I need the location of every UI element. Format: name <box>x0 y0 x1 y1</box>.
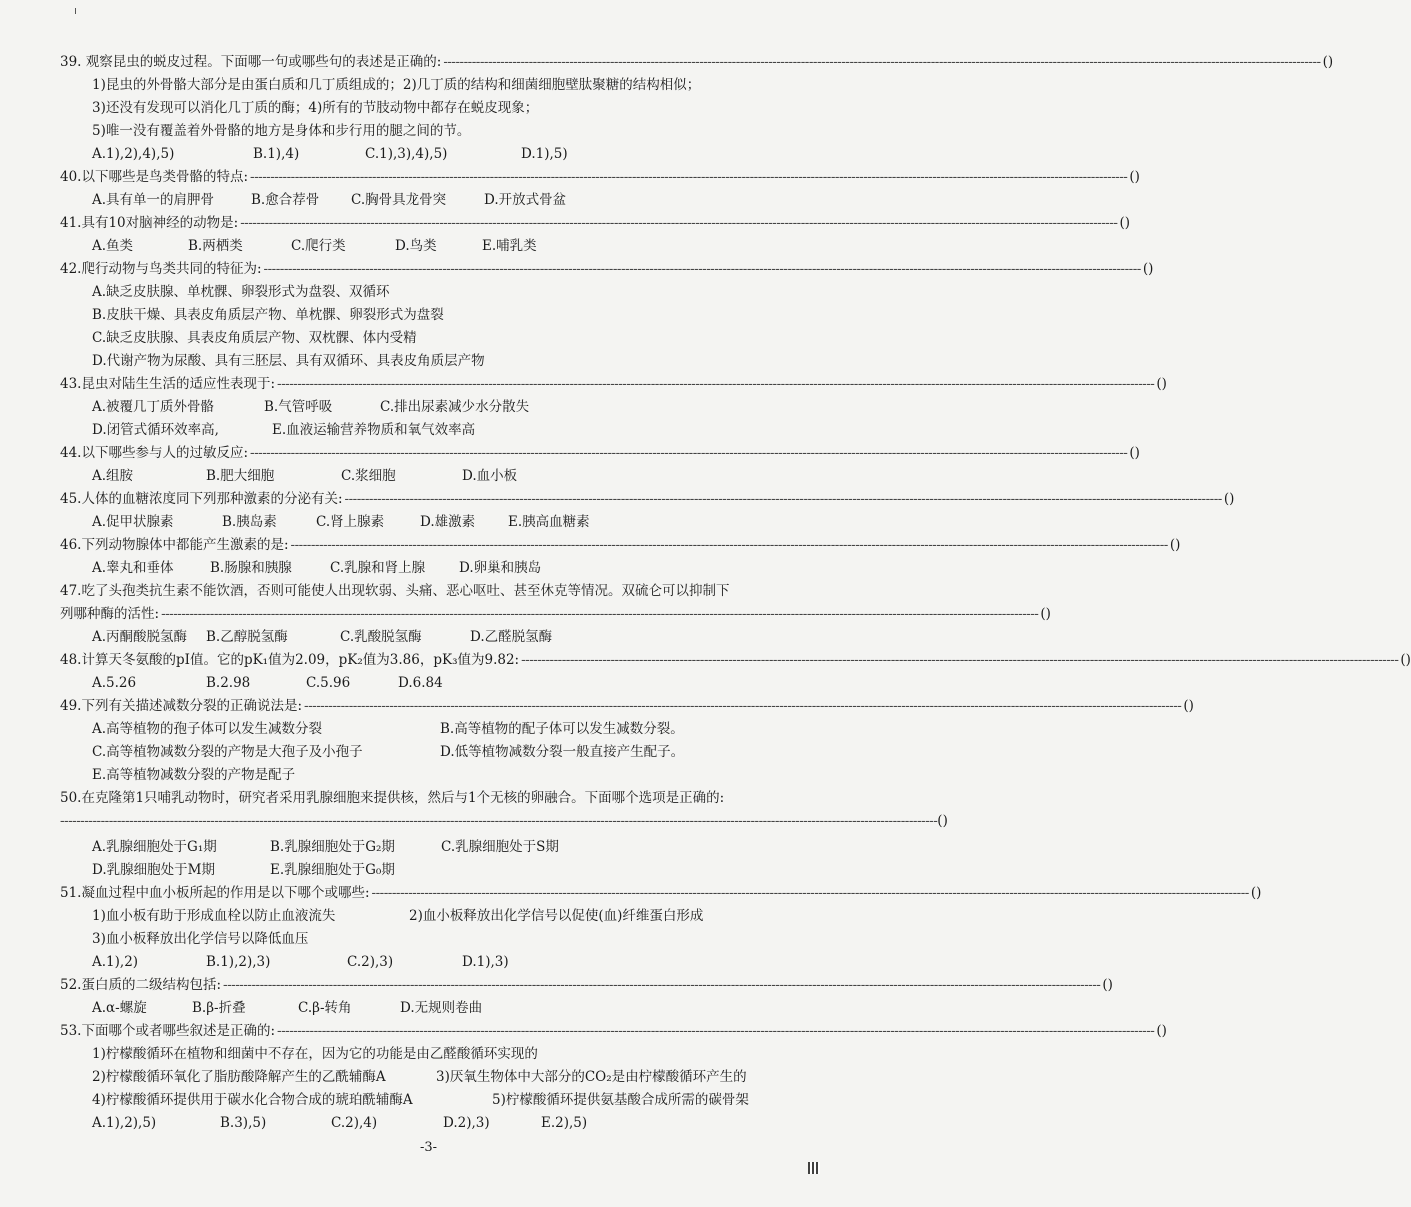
question-43-options-row-2 <box>0 419 860 441</box>
option-c[interactable]: C.高等植物减数分裂的产物是大孢子及小孢子 <box>92 744 363 760</box>
option-d[interactable]: D.血小板 <box>462 468 518 484</box>
answer-blank[interactable]: () <box>1322 54 1334 70</box>
option-a[interactable]: A.1),2) <box>92 954 139 970</box>
answer-blank[interactable]: () <box>1156 1023 1167 1039</box>
option-c[interactable]: C.胸骨具龙骨突 <box>351 192 447 208</box>
option-d[interactable]: D.乙醛脱氢酶 <box>470 629 553 645</box>
qr-code-icon <box>808 1162 820 1174</box>
answer-blank[interactable]: () <box>1119 215 1131 231</box>
question-48-options <box>0 672 860 694</box>
question-39-options <box>0 143 860 165</box>
question-44-stem: 44.以下哪些参与人的过敏反应: ------------------------------------------------------------------------------------------------------------------------------------------------------------------------------------------------------------------------ () <box>60 442 782 464</box>
option-e[interactable]: E.胰高血糖素 <box>508 514 590 530</box>
option-b[interactable]: B.两栖类 <box>188 238 243 254</box>
question-52-stem: 52.蛋白质的二级结构包括: ------------------------------------------------------------------------------------------------------------------------------------------------------------------------------------------------------------------------ () <box>60 974 782 996</box>
statement-5: 5)柠檬酸循环提供氨基酸合成所需的碳骨架 <box>492 1092 749 1108</box>
page-number: -3- <box>420 1140 438 1155</box>
option-b[interactable]: B.2.98 <box>206 675 251 691</box>
statement-2: 2)血小板释放出化学信号以促使(血)纤维蛋白形成 <box>409 908 704 924</box>
question-45-options <box>0 511 860 533</box>
option-a[interactable]: A.促甲状腺素 <box>92 514 174 530</box>
option-b[interactable]: B.高等植物的配子体可以发生减数分裂。 <box>440 721 684 737</box>
option-b[interactable]: B.1),4) <box>253 146 300 162</box>
option-c[interactable]: C.缺乏皮肤腺、具表皮角质层产物、双枕髁、体内受精 <box>92 330 417 346</box>
option-d[interactable]: D.6.84 <box>398 675 443 691</box>
option-b[interactable]: B.3),5) <box>220 1115 267 1131</box>
option-b[interactable]: B.乳腺细胞处于G₂期 <box>270 839 395 855</box>
question-46-options <box>0 557 860 579</box>
question-44-options <box>0 465 860 487</box>
question-40-options <box>0 189 860 211</box>
question-53-stem: 53.下面哪个或者哪些叙述是正确的: ------------------------------------------------------------------------------------------------------------------------------------------------------------------------------------------------------------------------ () <box>60 1020 782 1042</box>
option-a[interactable]: A.乳腺细胞处于G₁期 <box>92 839 217 855</box>
answer-blank[interactable]: () <box>1223 491 1235 507</box>
answer-blank[interactable]: () <box>1156 376 1167 392</box>
statement-1: 1)柠檬酸循环在植物和细菌中不存在，因为它的功能是由乙醛酸循环实现的 <box>92 1046 538 1062</box>
question-51-stem: 51.凝血过程中血小板所起的作用是以下哪个或哪些: ------------------------------------------------------------------------------------------------------------------------------------------------------------------------------------------------------------------------ () <box>60 882 782 904</box>
question-50-answer-line: ------------------------------------------------------------------------------------------------------------------------------------------------------------------------------------------------------------------------ () <box>60 810 782 832</box>
option-d[interactable]: D.代谢产物为尿酸、具有三胚层、具有双循环、具表皮角质层产物 <box>92 353 485 369</box>
option-d[interactable]: D.雄激素 <box>420 514 476 530</box>
option-d[interactable]: D.鸟类 <box>395 238 437 254</box>
option-c[interactable]: C.1),3),4),5) <box>365 146 448 162</box>
question-49-stem: 49.下列有关描述减数分裂的正确说法是: ------------------------------------------------------------------------------------------------------------------------------------------------------------------------------------------------------------------------ () <box>60 695 782 717</box>
answer-blank[interactable]: () <box>1169 537 1181 553</box>
question-47-options <box>0 626 860 648</box>
option-b[interactable]: B.乙醇脱氢酶 <box>206 629 288 645</box>
answer-blank[interactable]: () <box>1400 652 1411 668</box>
question-50-options-row-2 <box>0 859 860 881</box>
question-53-statements-row-3 <box>0 1089 860 1111</box>
answer-blank[interactable]: () <box>1183 698 1194 714</box>
answer-blank[interactable]: () <box>1129 445 1140 461</box>
option-a[interactable]: A.丙酮酸脱氢酶 <box>92 629 188 645</box>
option-b[interactable]: B.肠腺和胰腺 <box>210 560 292 576</box>
option-c[interactable]: C.排出尿素减少水分散失 <box>380 399 530 415</box>
option-d[interactable]: D.闭管式循环效率高, <box>92 422 219 438</box>
question-42-stem: 42.爬行动物与鸟类共同的特征为: ------------------------------------------------------------------------------------------------------------------------------------------------------------------------------------------------------------------------ () <box>60 258 782 280</box>
question-39-statement-2: 3)还没有发现可以消化几丁质的酶；4)所有的节肢动物中都存在蜕皮现象； <box>92 100 539 116</box>
answer-blank[interactable]: () <box>937 813 948 829</box>
option-a[interactable]: A.被覆几丁质外骨骼 <box>92 399 215 415</box>
option-c[interactable]: C.浆细胞 <box>341 468 396 484</box>
answer-blank[interactable]: () <box>1129 169 1140 185</box>
option-e[interactable]: E.哺乳类 <box>482 238 537 254</box>
statement-4: 4)柠檬酸循环提供用于碳水化合物合成的琥珀酰辅酶A <box>92 1092 413 1108</box>
question-43-stem: 43.昆虫对陆生生活的适应性表现于: ------------------------------------------------------------------------------------------------------------------------------------------------------------------------------------------------------------------------ () <box>60 373 782 395</box>
option-c[interactable]: C.2),3) <box>347 954 394 970</box>
option-c[interactable]: C.5.96 <box>306 675 351 691</box>
option-d[interactable]: D.乳腺细胞处于M期 <box>92 862 215 878</box>
option-e[interactable]: E.2),5) <box>541 1115 588 1131</box>
question-51-statements-row-1 <box>0 905 860 927</box>
question-50-options-row-1 <box>0 836 860 858</box>
option-d[interactable]: D.低等植物减数分裂一般直接产生配子。 <box>440 744 685 760</box>
option-b[interactable]: B.气管呼吸 <box>264 399 333 415</box>
question-45-stem: 45.人体的血糖浓度同下列那种激素的分泌有关: ------------------------------------------------------------------------------------------------------------------------------------------------------------------------------------------------------------------------ () <box>60 488 782 510</box>
option-c[interactable]: C.乳腺细胞处于S期 <box>441 839 559 855</box>
answer-blank[interactable]: () <box>1102 977 1113 993</box>
option-a[interactable]: A.组胺 <box>92 468 134 484</box>
option-a[interactable]: A.1),2),4),5) <box>92 146 175 162</box>
option-d[interactable]: D.卵巢和胰岛 <box>459 560 542 576</box>
option-d[interactable]: D.1),3) <box>462 954 509 970</box>
question-48-stem: 48.计算天冬氨酸的pI值。它的pK₁值为2.09，pK₂值为3.86，pK₃值为9.82: ------------------------------------------------------------------------------------------------------------------------------------------------------------------------------------------------------------------------ () <box>60 649 782 671</box>
question-40-stem: 40.以下哪些是鸟类骨骼的特点: ------------------------------------------------------------------------------------------------------------------------------------------------------------------------------------------------------------------------ () <box>60 166 782 188</box>
option-d[interactable]: D.开放式骨盆 <box>484 192 567 208</box>
option-c[interactable]: C.乳腺和肾上腺 <box>330 560 426 576</box>
answer-blank[interactable]: () <box>1142 261 1154 277</box>
option-a[interactable]: A.1),2),5) <box>92 1115 157 1131</box>
option-b[interactable]: B.β-折叠 <box>192 1000 246 1016</box>
question-49-options-row-1 <box>0 718 860 740</box>
question-43-options-row-1 <box>0 396 860 418</box>
question-52-options <box>0 997 860 1019</box>
option-b[interactable]: B.愈合荐骨 <box>251 192 320 208</box>
option-c[interactable]: C.乳酸脱氢酶 <box>340 629 422 645</box>
option-a[interactable]: A.鱼类 <box>92 238 134 254</box>
statement-1: 1)血小板有助于形成血栓以防止血液流失 <box>92 908 336 924</box>
statement-2: 2)柠檬酸循环氧化了脂肪酸降解产生的乙酰辅酶A <box>92 1069 386 1085</box>
option-e[interactable]: E.高等植物减数分裂的产物是配子 <box>92 767 296 783</box>
option-b[interactable]: B.1),2),3) <box>206 954 271 970</box>
question-41-stem: 41.具有10对脑神经的动物是: ------------------------------------------------------------------------------------------------------------------------------------------------------------------------------------------------------------------------ () <box>60 212 782 234</box>
question-47-stem-line-1: 47.吃了头孢类抗生素不能饮酒，否则可能使人出现软弱、头痛、恶心呕吐、甚至休克等情况。双硫仑可以抑制下 <box>60 583 730 599</box>
answer-blank[interactable]: () <box>1040 606 1051 622</box>
option-c[interactable]: C.肾上腺素 <box>316 514 385 530</box>
question-50-stem: 50.在克隆第1只哺乳动物时，研究者采用乳腺细胞来提供核，然后与1个无核的卵融合。下面哪个选项是正确的: <box>60 790 725 806</box>
option-e[interactable]: E.乳腺细胞处于G₀期 <box>270 862 395 878</box>
statement-3: 3)血小板释放出化学信号以降低血压 <box>92 931 309 947</box>
question-39-statement-3: 5)唯一没有覆盖着外骨骼的地方是身体和步行用的腿之间的节。 <box>92 123 471 139</box>
option-a[interactable]: A.α-螺旋 <box>92 1000 147 1016</box>
question-46-stem: 46.下列动物腺体中都能产生激素的是: ------------------------------------------------------------------------------------------------------------------------------------------------------------------------------------------------------------------------ () <box>60 534 782 556</box>
question-39-statement-1: 1)昆虫的外骨骼大部分是由蛋白质和几丁质组成的；2)几丁质的结构和细菌细胞壁肽聚糖的结构相似； <box>92 77 701 93</box>
question-53-options <box>0 1112 860 1134</box>
option-d[interactable]: D.2),3) <box>443 1115 490 1131</box>
scan-mark <box>75 8 76 14</box>
option-a[interactable]: A.5.26 <box>92 675 137 691</box>
option-a[interactable]: A.缺乏皮肤腺、单枕髁、卵裂形式为盘裂、双循环 <box>92 284 390 300</box>
question-41-options <box>0 235 860 257</box>
option-b[interactable]: B.肥大细胞 <box>206 468 275 484</box>
option-c[interactable]: C.爬行类 <box>291 238 346 254</box>
statement-3: 3)厌氧生物体中大部分的CO₂是由柠檬酸循环产生的 <box>436 1069 747 1085</box>
option-a[interactable]: A.高等植物的孢子体可以发生减数分裂 <box>92 721 323 737</box>
option-a[interactable]: A.睾丸和垂体 <box>92 560 174 576</box>
option-d[interactable]: D.无规则卷曲 <box>400 1000 483 1016</box>
scanner-watermark <box>808 1162 820 1174</box>
option-e[interactable]: E.血液运输营养物质和氧气效率高 <box>272 422 476 438</box>
question-39-stem: 39. 观察昆虫的蜕皮过程。下面哪一句或哪些句的表述是正确的: ------------------------------------------------------------------------------------------------------------------------------------------------------------------------------------------------------------------------ () <box>60 51 782 73</box>
option-b[interactable]: B.胰岛素 <box>222 514 277 530</box>
question-53-statements-row-2 <box>0 1066 860 1088</box>
question-51-options <box>0 951 860 973</box>
option-b[interactable]: B.皮肤干燥、具表皮角质层产物、单枕髁、卵裂形式为盘裂 <box>92 307 444 323</box>
question-47-stem-line-2: 列哪种酶的活性: ------------------------------------------------------------------------------------------------------------------------------------------------------------------------------------------------------------------------ () <box>60 603 782 625</box>
option-d[interactable]: D.1),5) <box>521 146 568 162</box>
option-c[interactable]: C.2),4) <box>331 1115 378 1131</box>
answer-blank[interactable]: () <box>1250 885 1262 901</box>
option-c[interactable]: C.β-转角 <box>298 1000 352 1016</box>
question-49-options-row-2 <box>0 741 860 763</box>
option-a[interactable]: A.具有单一的肩胛骨 <box>92 192 215 208</box>
